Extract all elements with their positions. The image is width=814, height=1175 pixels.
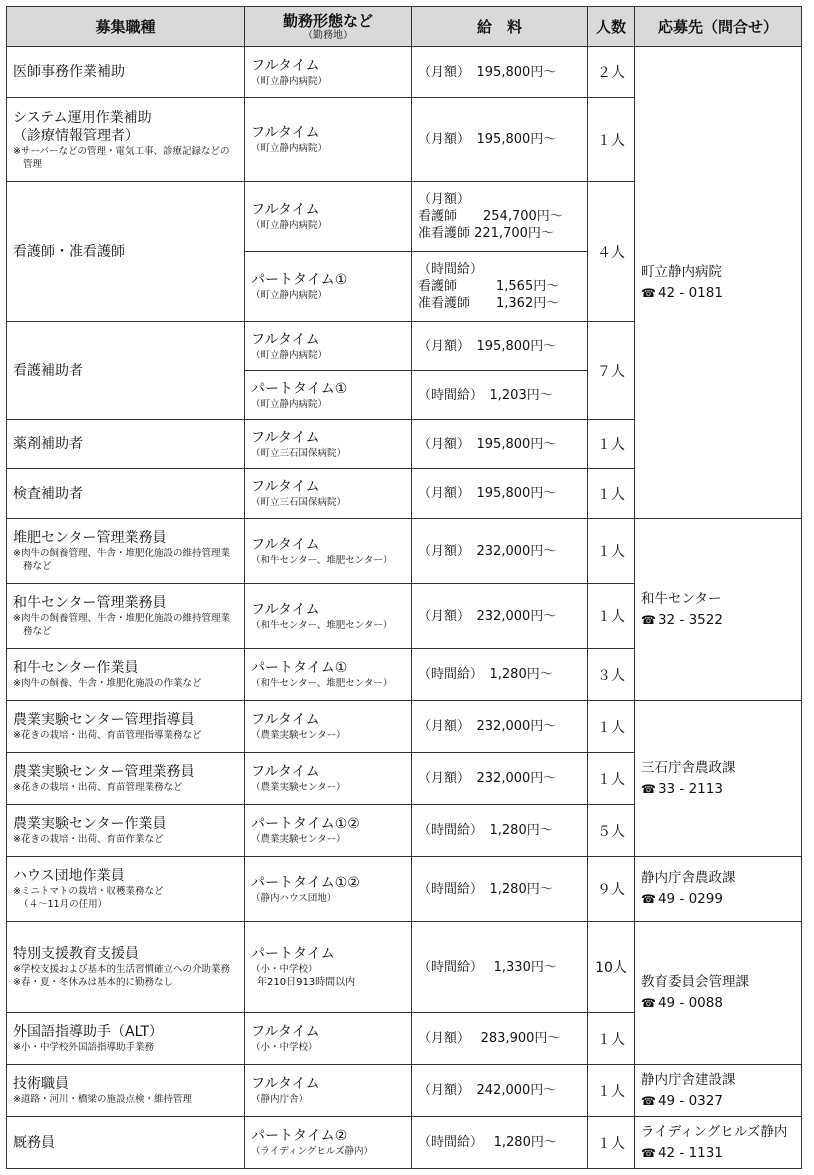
work-type-cell — [245, 420, 412, 469]
job-title-cell — [7, 753, 245, 805]
header-salary: 給 料 — [412, 7, 588, 47]
contact-cell — [635, 47, 802, 519]
job-note: ※学校支援および基本的生活習慣確立への介助業務 — [13, 964, 230, 975]
job-note: ※ミニトマトの栽培・収穫業務など — [13, 886, 164, 897]
job-note: ※花きの栽培・出荷、育苗管理業務など — [13, 782, 183, 793]
table-row — [7, 519, 802, 584]
work-location: （町立三石国保病院） — [251, 447, 347, 459]
work-type: フルタイム — [251, 202, 320, 218]
salary-cell: （時間給） 1,280円～ — [412, 857, 588, 922]
salary-cell: （月額） 195,800円～ — [412, 420, 588, 469]
contact-name: 静内庁舎農政課 — [641, 870, 736, 886]
work-location: （農業実験センター） — [251, 782, 346, 793]
table-row — [7, 857, 802, 922]
salary-cell: （時間給） 1,280円～ — [412, 649, 588, 701]
job-note: ※花きの栽培・出荷、育苗作業など — [13, 834, 164, 845]
work-location: （和牛センター、堆肥センター） — [251, 678, 393, 689]
contact-cell — [635, 922, 802, 1065]
job-title-cell — [7, 701, 245, 753]
work-type: フルタイム — [251, 429, 320, 446]
phone-icon: ☎ — [641, 612, 656, 627]
contact-name: 和牛センター — [641, 590, 722, 607]
job-title: 検査補助者 — [13, 485, 83, 502]
work-type-cell — [245, 753, 412, 805]
contact-cell — [635, 1065, 802, 1117]
salary-line: （時間給） — [418, 262, 484, 277]
work-type-cell — [245, 584, 412, 649]
header-count: 人数 — [588, 7, 635, 47]
work-type-cell — [245, 1013, 412, 1065]
contact-phone: 49 - 0299 — [657, 891, 723, 907]
job-note: ※肉牛の飼養管理、牛舎・堆肥化施設の維持管理業務など — [13, 613, 230, 637]
table-row — [7, 1065, 802, 1117]
salary-line: 看護師 1,565円～ — [418, 279, 560, 294]
job-title-sub: （診療情報管理者） — [13, 127, 139, 144]
work-type-cell — [245, 922, 412, 1013]
salary-line: （月額） — [418, 192, 471, 207]
work-type-cell — [245, 98, 412, 182]
work-type-cell — [245, 805, 412, 857]
work-location: （小・中学校） — [251, 964, 318, 975]
salary-cell: （月額） 232,000円～ — [412, 519, 588, 584]
work-location: （町立静内病院） — [251, 220, 328, 231]
contact-cell — [635, 701, 802, 857]
work-type: フルタイム — [251, 712, 320, 728]
job-title-cell — [7, 47, 245, 98]
headcount-cell: ２人 — [588, 47, 635, 98]
headcount-cell: １人 — [588, 1013, 635, 1065]
job-title: システム運用作業補助 — [13, 109, 152, 126]
job-title-cell — [7, 420, 245, 469]
phone-icon: ☎ — [641, 285, 656, 300]
job-title-cell — [7, 322, 245, 420]
work-type-cell — [245, 252, 412, 322]
work-type: パートタイム① — [251, 272, 348, 288]
salary-cell: （月額） 283,900円～ — [412, 1013, 588, 1065]
work-type-cell — [245, 469, 412, 519]
salary-cell: （月額） 232,000円～ — [412, 753, 588, 805]
work-type: フルタイム — [251, 125, 320, 141]
work-type-cell — [245, 371, 412, 420]
table-row — [7, 1117, 802, 1169]
job-title: 農業実験センター管理業務員 — [13, 764, 195, 780]
job-title: ハウス団地作業員 — [13, 868, 125, 884]
contact-name: 三石庁舎農政課 — [641, 759, 736, 776]
work-type: パートタイム — [251, 946, 335, 962]
salary-cell: （月額） 232,000円～ — [412, 701, 588, 753]
salary-cell: （月額） 195,800円～ — [412, 469, 588, 519]
job-note: ※肉牛の飼養、牛舎・堆肥化施設の作業など — [13, 678, 202, 689]
table-row — [7, 701, 802, 753]
phone-icon: ☎ — [641, 1093, 656, 1108]
job-title-cell — [7, 519, 245, 584]
job-title-cell — [7, 857, 245, 922]
phone-icon: ☎ — [641, 781, 656, 796]
work-type-cell — [245, 857, 412, 922]
job-title: 特別支援教育支援員 — [13, 946, 139, 962]
job-title-cell — [7, 584, 245, 649]
contact-phone: 33 - 2113 — [657, 780, 723, 797]
contact-phone: 49 - 0088 — [657, 995, 723, 1011]
table-row — [7, 47, 802, 98]
work-type-cell — [245, 519, 412, 584]
job-note: ※サーバーなどの管理・電気工事、診療記録などの管理 — [13, 145, 230, 170]
contact-phone-line — [641, 283, 795, 304]
work-type: フルタイム — [251, 536, 320, 553]
work-type-cell — [245, 701, 412, 753]
work-location: （小・中学校） — [251, 1042, 318, 1053]
work-location: （農業実験センター） — [251, 730, 346, 741]
phone-icon: ☎ — [641, 892, 656, 906]
work-location: （農業実験センター） — [251, 834, 346, 845]
work-type-cell — [245, 1065, 412, 1117]
salary-cell: （月額） 195,800円～ — [412, 98, 588, 182]
work-location: （町立静内病院） — [251, 143, 328, 154]
header-type-label: 勤務形態など — [282, 11, 373, 30]
job-title: 農業実験センター作業員 — [13, 816, 167, 832]
contact-phone: 42 - 0181 — [657, 284, 723, 301]
job-note: ※肉牛の飼養管理、牛舎・堆肥化施設の維持管理業務など — [13, 548, 230, 572]
contact-phone: 42 - 1131 — [657, 1144, 723, 1161]
contact-cell — [635, 857, 802, 922]
work-type: フルタイム — [251, 57, 320, 74]
headcount-cell: ４人 — [588, 182, 635, 322]
work-location: （和牛センター、堆肥センター） — [251, 554, 393, 566]
job-note-2: ※春・夏・冬休みは基本的に勤務なし — [13, 977, 173, 988]
contact-name: 町立静内病院 — [641, 263, 722, 280]
work-type-cell — [245, 47, 412, 98]
work-location: （静内庁舎） — [251, 1094, 309, 1105]
job-title: 医師事務作業補助 — [13, 64, 125, 80]
job-title: 農業実験センター管理指導員 — [13, 712, 195, 728]
job-title: 厩務員 — [13, 1134, 55, 1151]
work-type-cell — [245, 1117, 412, 1169]
job-table — [6, 6, 802, 1169]
work-hours-limit: 年210日913時間以内 — [257, 977, 356, 988]
work-type-cell — [245, 649, 412, 701]
job-note: ※道路・河川・橋梁の施設点検・維持管理 — [13, 1094, 192, 1105]
contact-phone-line — [641, 889, 795, 910]
work-type: パートタイム①② — [251, 816, 360, 832]
header-title: 募集職種 — [7, 7, 245, 47]
salary-cell — [412, 182, 588, 252]
headcount-cell: １人 — [588, 519, 635, 584]
salary-line: 准看護師 221,700円～ — [418, 226, 554, 241]
job-title: 薬剤補助者 — [13, 436, 83, 452]
contact-phone-line — [641, 779, 795, 800]
salary-cell: （月額） 195,800円～ — [412, 322, 588, 371]
work-location: （町立静内病院） — [251, 398, 328, 410]
header-contact: 応募先（問合せ） — [635, 7, 802, 47]
headcount-cell: ５人 — [588, 805, 635, 857]
contact-cell — [635, 1117, 802, 1169]
work-location: （和牛センター、堆肥センター） — [251, 619, 393, 631]
contact-cell — [635, 519, 802, 701]
table-row — [7, 922, 802, 1013]
work-type-cell — [245, 182, 412, 252]
salary-cell: （月額） 242,000円～ — [412, 1065, 588, 1117]
job-title-cell — [7, 649, 245, 701]
salary-cell: （時間給） 1,203円～ — [412, 371, 588, 420]
contact-name: 静内庁舎建設課 — [641, 1071, 736, 1088]
contact-name: ライディングヒルズ静内 — [641, 1123, 788, 1140]
salary-line: 看護師 254,700円～ — [418, 209, 563, 224]
headcount-cell: １人 — [588, 1065, 635, 1117]
contact-phone-line — [641, 993, 795, 1014]
salary-line: 准看護師 1,362円～ — [418, 296, 560, 311]
job-title-cell — [7, 182, 245, 322]
job-title-cell — [7, 1013, 245, 1065]
work-type: フルタイム — [251, 601, 320, 618]
headcount-cell: 10人 — [588, 922, 635, 1013]
contact-phone: 32 - 3522 — [657, 611, 723, 628]
header-type-sub: （勤務地） — [303, 29, 353, 41]
job-title-cell — [7, 805, 245, 857]
job-title-cell — [7, 1065, 245, 1117]
phone-icon: ☎ — [641, 1145, 656, 1160]
headcount-cell: １人 — [588, 701, 635, 753]
work-type: フルタイム — [251, 331, 320, 348]
work-location: （静内ハウス団地） — [251, 892, 337, 904]
work-type: フルタイム — [251, 1024, 320, 1040]
job-title: 外国語指導助手（ALT） — [13, 1024, 164, 1040]
headcount-cell: ９人 — [588, 857, 635, 922]
job-title-cell — [7, 922, 245, 1013]
salary-cell: （時間給） 1,280円～ — [412, 805, 588, 857]
salary-cell: （時間給） 1,330円～ — [412, 922, 588, 1013]
contact-phone-line — [641, 610, 795, 631]
salary-cell: （月額） 195,800円～ — [412, 47, 588, 98]
headcount-cell: ７人 — [588, 322, 635, 420]
job-title-cell — [7, 1117, 245, 1169]
contact-name: 教育委員会管理課 — [641, 974, 749, 990]
job-title: 和牛センター管理業務員 — [13, 595, 167, 611]
salary-cell: （月額） 232,000円～ — [412, 584, 588, 649]
contact-phone: 49 - 0327 — [657, 1092, 723, 1109]
work-location: （町立静内病院） — [251, 290, 328, 301]
headcount-cell: １人 — [588, 420, 635, 469]
headcount-cell: ３人 — [588, 649, 635, 701]
headcount-cell: １人 — [588, 584, 635, 649]
header-type — [245, 7, 412, 47]
work-location: （ライディングヒルズ静内） — [251, 1146, 373, 1157]
job-note: ※小・中学校外国語指導助手業務 — [13, 1042, 154, 1053]
job-title: 看護補助者 — [13, 362, 83, 379]
work-type: フルタイム — [251, 1076, 320, 1092]
job-title: 堆肥センター管理業務員 — [13, 530, 167, 546]
work-type: パートタイム① — [251, 660, 348, 676]
header-row — [7, 7, 802, 47]
work-type: フルタイム — [251, 479, 320, 495]
work-location: （町立三石国保病院） — [251, 497, 347, 508]
job-title-cell — [7, 98, 245, 182]
salary-cell: （時間給） 1,280円～ — [412, 1117, 588, 1169]
job-title: 技術職員 — [13, 1076, 69, 1092]
job-title: 和牛センター作業員 — [13, 660, 139, 676]
work-location: （町立静内病院） — [251, 349, 328, 361]
headcount-cell: １人 — [588, 469, 635, 519]
work-type: パートタイム② — [251, 1128, 348, 1144]
headcount-cell: １人 — [588, 1117, 635, 1169]
work-type-cell — [245, 322, 412, 371]
work-location: （町立静内病院） — [251, 75, 328, 87]
work-type: フルタイム — [251, 764, 320, 780]
salary-cell — [412, 252, 588, 322]
contact-phone-line — [641, 1143, 795, 1164]
work-type: パートタイム①② — [251, 874, 360, 891]
job-title-cell — [7, 469, 245, 519]
work-type: パートタイム① — [251, 380, 348, 397]
headcount-cell: １人 — [588, 98, 635, 182]
contact-phone-line — [641, 1091, 795, 1112]
job-title-sub: （４～11月の任用） — [19, 899, 108, 910]
job-note: ※花きの栽培・出荷、育苗管理指導業務など — [13, 730, 202, 741]
headcount-cell: １人 — [588, 753, 635, 805]
phone-icon: ☎ — [641, 996, 656, 1010]
job-title: 看護師・准看護師 — [13, 243, 125, 260]
